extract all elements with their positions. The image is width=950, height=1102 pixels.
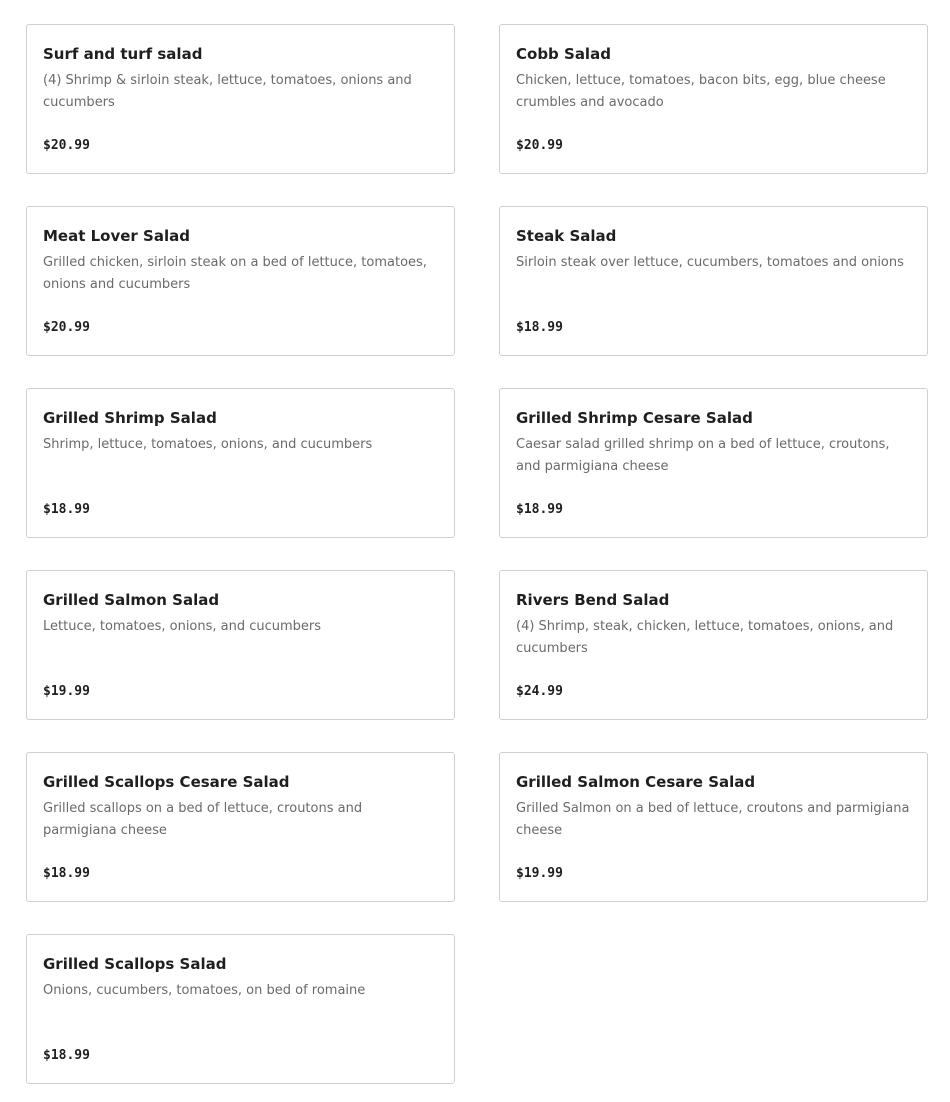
menu-item-card[interactable] — [26, 206, 455, 356]
menu-item-price: $19.99 — [516, 866, 563, 881]
menu-item-card[interactable] — [26, 388, 455, 538]
menu-item-description: Shrimp, lettuce, tomatoes, onions, and cucumbers — [43, 437, 373, 452]
menu-item-price: $20.99 — [516, 138, 563, 153]
menu-item-description: (4) Shrimp & sirloin steak, lettuce, tomatoes, onions and cucumbers — [43, 73, 412, 110]
menu-item-name: Grilled Salmon Salad — [43, 591, 220, 609]
menu-items-grid — [26, 24, 928, 1084]
menu-item-description: Chicken, lettuce, tomatoes, bacon bits, egg, blue cheese crumbles and avocado — [516, 73, 886, 110]
menu-item-price: $20.99 — [43, 138, 90, 153]
menu-item-name: Grilled Scallops Cesare Salad — [43, 773, 290, 791]
menu-item-price: $18.99 — [516, 502, 563, 517]
menu-item-name: Meat Lover Salad — [43, 227, 190, 245]
menu-item-card[interactable] — [26, 752, 455, 902]
menu-item-description: Grilled Salmon on a bed of lettuce, croutons and parmigiana cheese — [516, 801, 910, 838]
menu-item-card[interactable] — [499, 24, 928, 174]
menu-item-name: Grilled Shrimp Cesare Salad — [516, 409, 753, 427]
menu-item-price: $18.99 — [43, 502, 90, 517]
menu-item-description: Onions, cucumbers, tomatoes, on bed of romaine — [43, 983, 366, 998]
menu-item-card[interactable] — [499, 206, 928, 356]
menu-item-card[interactable] — [26, 570, 455, 720]
menu-item-name: Rivers Bend Salad — [516, 591, 670, 609]
menu-item-price: $18.99 — [516, 320, 563, 335]
menu-item-name: Grilled Scallops Salad — [43, 955, 227, 973]
menu-item-card[interactable] — [26, 934, 455, 1084]
menu-item-description: Grilled scallops on a bed of lettuce, croutons and parmigiana cheese — [43, 801, 363, 838]
menu-item-name: Cobb Salad — [516, 45, 611, 63]
menu-item-description: Caesar salad grilled shrimp on a bed of lettuce, croutons, and parmigiana cheese — [516, 437, 890, 474]
menu-item-description: Grilled chicken, sirloin steak on a bed of lettuce, tomatoes, onions and cucumbers — [43, 255, 427, 292]
menu-item-price: $20.99 — [43, 320, 90, 335]
menu-item-name: Grilled Shrimp Salad — [43, 409, 217, 427]
menu-item-description: Sirloin steak over lettuce, cucumbers, tomatoes and onions — [516, 255, 904, 270]
menu-item-card[interactable] — [499, 570, 928, 720]
menu-item-card[interactable] — [26, 24, 455, 174]
menu-item-card[interactable] — [499, 388, 928, 538]
menu-item-price: $18.99 — [43, 866, 90, 881]
menu-item-name: Surf and turf salad — [43, 45, 203, 63]
menu-item-price: $19.99 — [43, 684, 90, 699]
menu-item-description: (4) Shrimp, steak, chicken, lettuce, tomatoes, onions, and cucumbers — [516, 619, 894, 656]
menu-item-card[interactable] — [499, 752, 928, 902]
menu-item-description: Lettuce, tomatoes, onions, and cucumbers — [43, 619, 322, 634]
menu-item-name: Grilled Salmon Cesare Salad — [516, 773, 756, 791]
menu-item-price: $18.99 — [43, 1048, 90, 1063]
menu-item-price: $24.99 — [516, 684, 563, 699]
menu-item-name: Steak Salad — [516, 227, 617, 245]
